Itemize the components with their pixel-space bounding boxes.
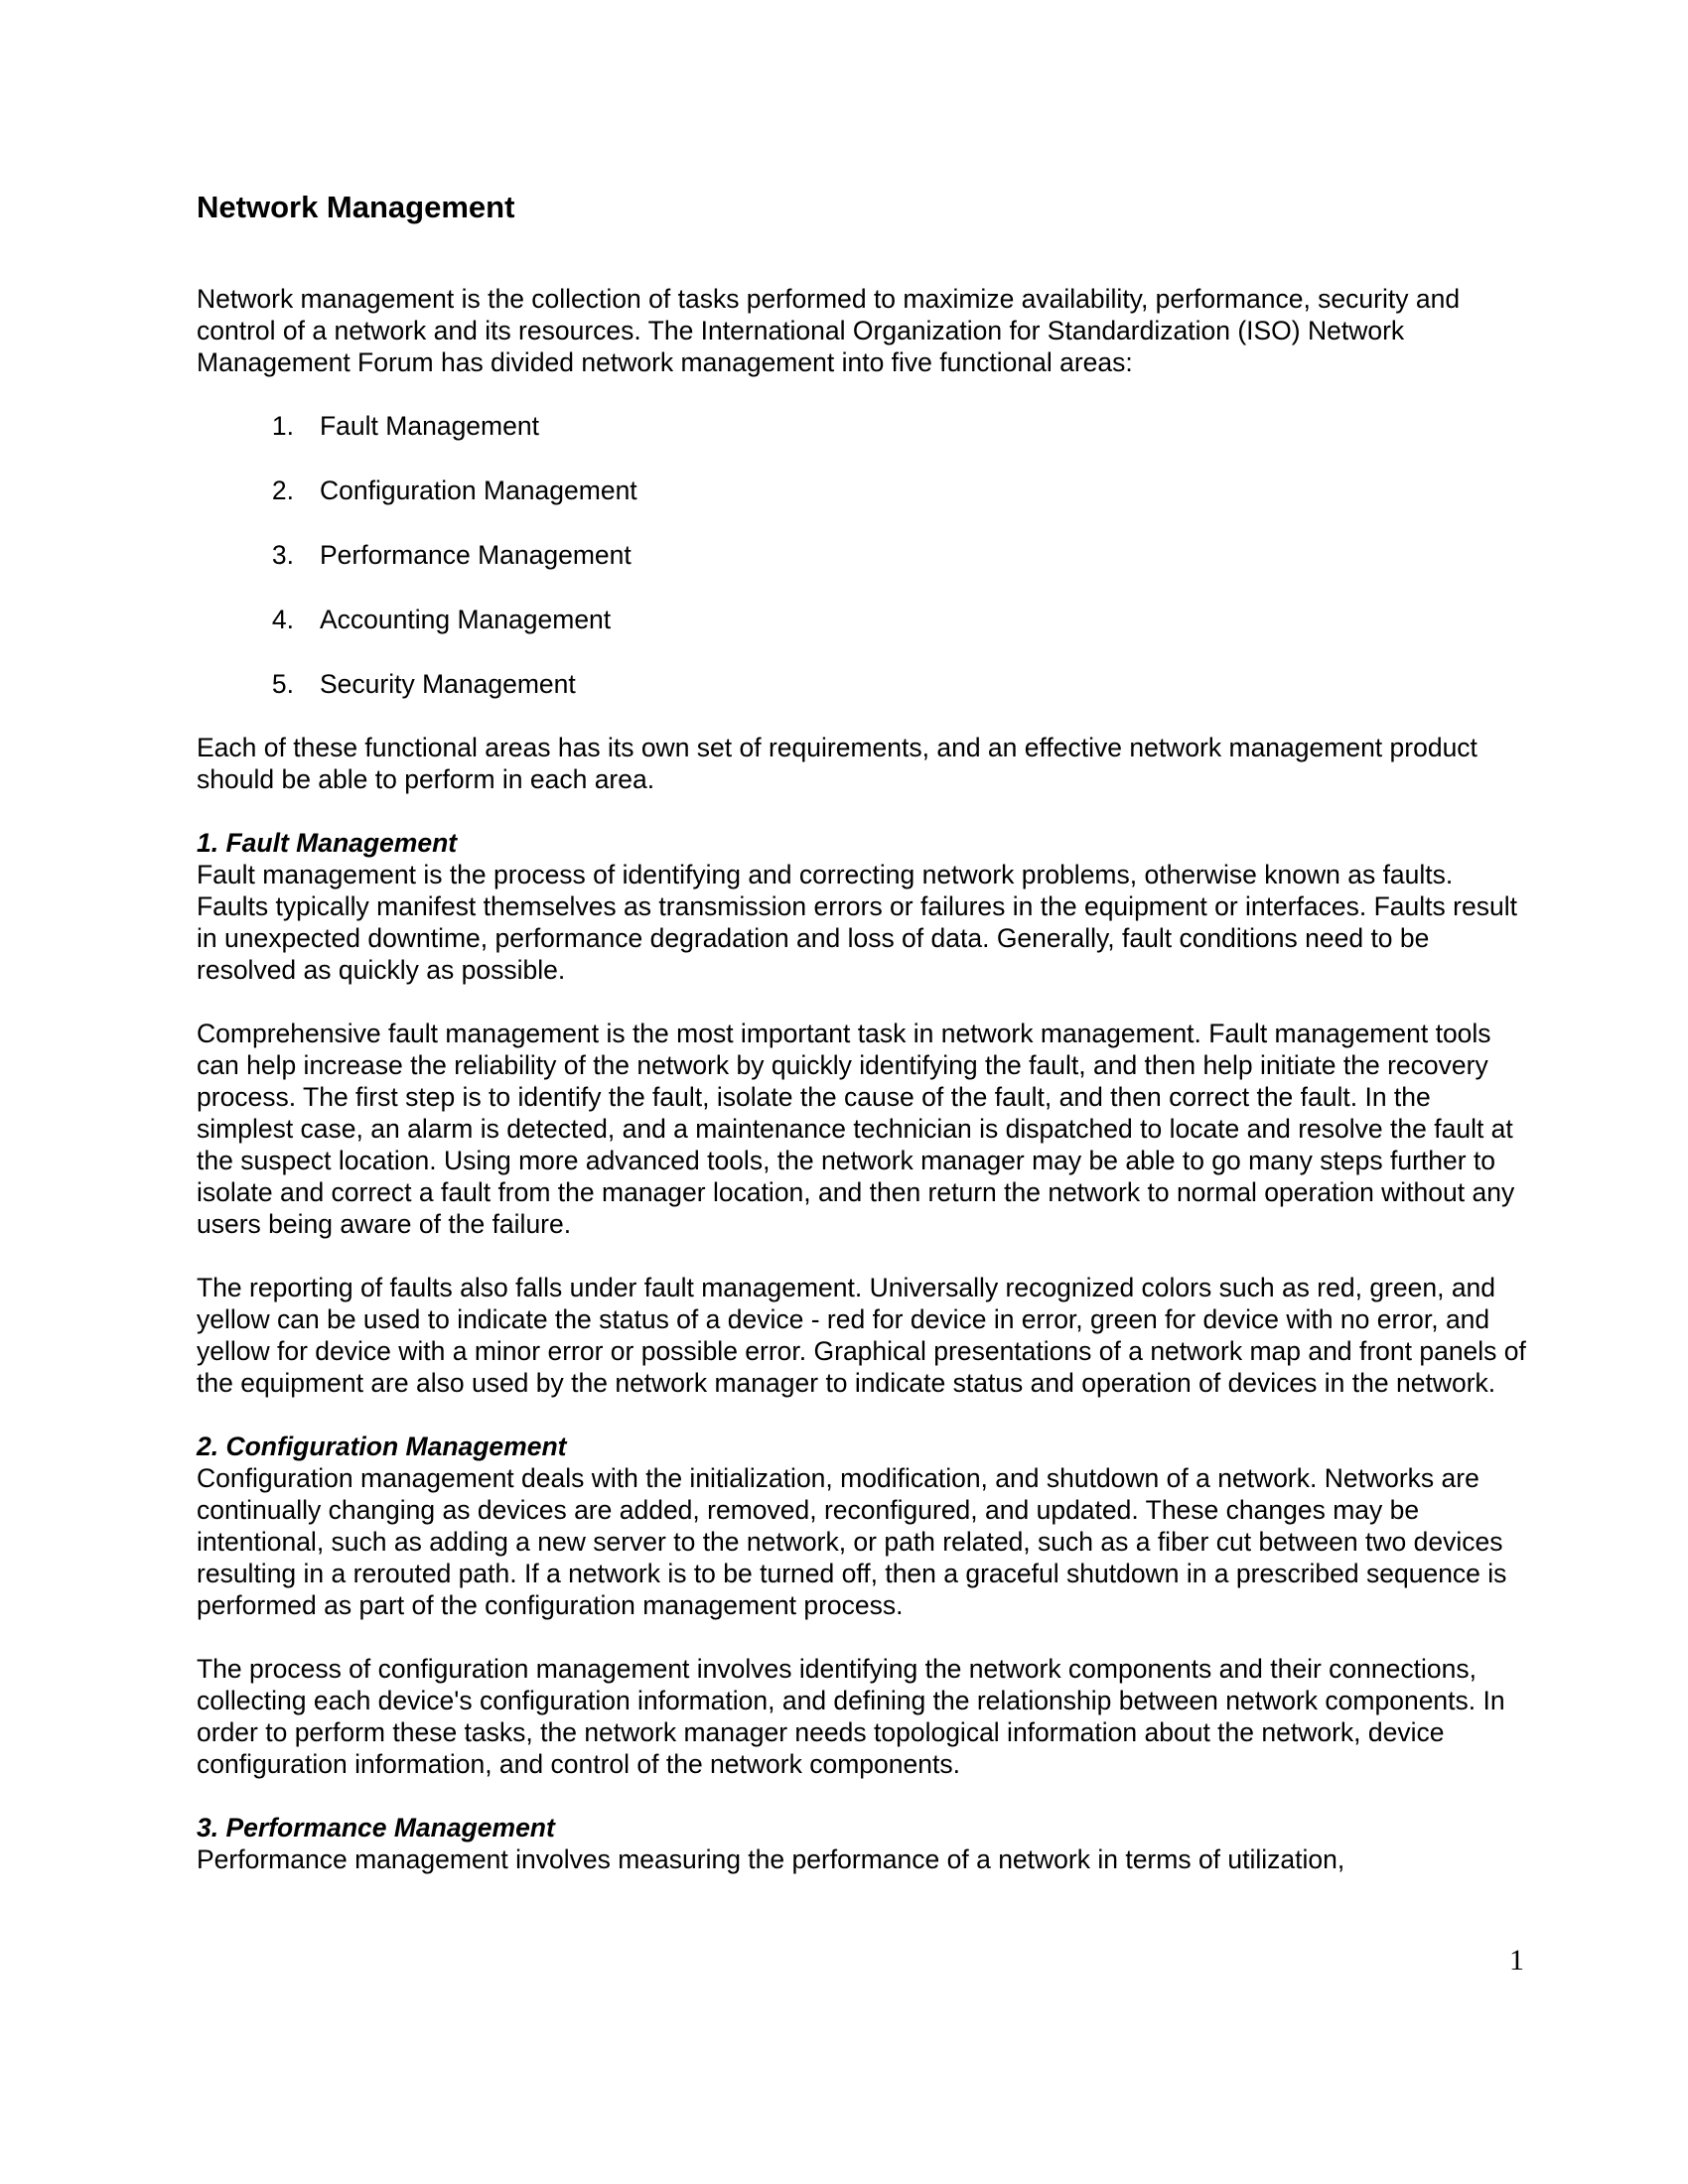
list-item bbox=[197, 475, 1527, 506]
list-item-number: 4. bbox=[271, 605, 294, 634]
list-item-label: Performance Management bbox=[320, 540, 632, 570]
section-configuration-management bbox=[197, 1431, 1527, 1780]
list-item-label: Security Management bbox=[320, 669, 576, 699]
list-item-number: 5. bbox=[271, 669, 294, 699]
section-heading: 2. Configuration Management bbox=[197, 1432, 567, 1461]
list-item-number: 3. bbox=[271, 540, 294, 570]
section-fault-management bbox=[197, 827, 1527, 1399]
list-item-label: Accounting Management bbox=[320, 605, 612, 634]
section-paragraph: Performance management involves measuring the performance of a network in terms of utilization, bbox=[197, 1844, 1345, 1874]
section-paragraph: Comprehensive fault management is the most important task in network management. Fault management tools can help increase the reliability of the network by quickly identifying the fault, and then help initiate the recovery process. The first step is to identify the fault, isolate the cause of the fault, and then correct the fault. In the simplest case, an alarm is detected, and a maintenance technician is dispatched to locate and resolve the fault at the suspect location. Using more advanced tools, the network manager may be able to go many steps further to isolate and correct a fault from the manager location, and then return the network to normal operation without any users being aware of the failure. bbox=[197, 1019, 1515, 1239]
section-heading: 1. Fault Management bbox=[197, 828, 458, 858]
list-item-label: Configuration Management bbox=[320, 476, 637, 505]
list-item-label: Fault Management bbox=[320, 411, 539, 441]
functional-areas-list bbox=[197, 410, 1527, 700]
section-heading: 3. Performance Management bbox=[197, 1813, 555, 1843]
intro-paragraph: Network management is the collection of tasks performed to maximize availability, performance, security and control of a network and its resources. The International Organization for Standardization (ISO) Network Management Forum has divided network management into five functional areas: bbox=[197, 284, 1461, 377]
list-item-number: 1. bbox=[271, 411, 294, 441]
section-performance-management bbox=[197, 1812, 1527, 1875]
list-item-number: 2. bbox=[271, 476, 294, 505]
section-paragraph: The process of configuration management involves identifying the network components and their connections, collecting each device's configuration information, and defining the relationship between network components. In order to perform these tasks, the network manager needs topological information about the network, device configuration information, and control of the network components. bbox=[197, 1654, 1505, 1779]
areas-summary-paragraph: Each of these functional areas has its own set of requirements, and an effective network management product should be able to perform in each area. bbox=[197, 733, 1477, 794]
section-paragraph: Configuration management deals with the initialization, modification, and shutdown of a network. Networks are continually changing as devices are added, removed, reconfigured, and updated. These changes may be intentional, such as adding a new server to the network, or path related, such as a fiber cut between two devices resulting in a rerouted path. If a network is to be turned off, then a graceful shutdown in a prescribed sequence is performed as part of the configuration management process. bbox=[197, 1463, 1507, 1620]
list-item bbox=[197, 410, 1527, 442]
page-number: 1 bbox=[1509, 1944, 1524, 1977]
document-title: Network Management bbox=[197, 190, 515, 224]
section-paragraph: Fault management is the process of identifying and correcting network problems, otherwise known as faults. Faults typically manifest themselves as transmission errors or failures in the equipment or interfaces. Faults result in unexpected downtime, performance degradation and loss of data. Generally, fault conditions need to be resolved as quickly as possible. bbox=[197, 860, 1517, 985]
page-content bbox=[197, 189, 1527, 1875]
list-item bbox=[197, 604, 1527, 635]
list-item bbox=[197, 668, 1527, 700]
list-item bbox=[197, 539, 1527, 571]
section-paragraph: The reporting of faults also falls under fault management. Universally recognized colors such as red, green, and yellow can be used to indicate the status of a device - red for device in error, green for device with no error, and yellow for device with a minor error or possible error. Graphical presentations of a network map and front panels of the equipment are also used by the network manager to indicate status and operation of devices in the network. bbox=[197, 1273, 1526, 1398]
